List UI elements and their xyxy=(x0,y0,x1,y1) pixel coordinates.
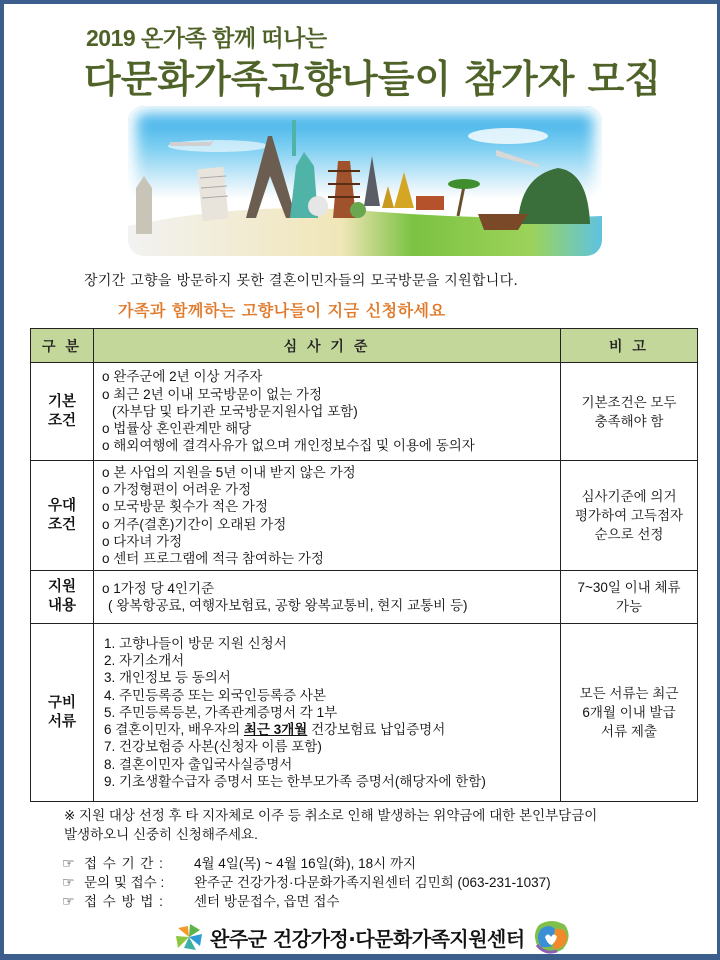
note-line: 충족해야 함 xyxy=(594,413,664,429)
criteria-item: o 최근 2년 이내 모국방문이 없는 가정 xyxy=(102,386,323,402)
application-info xyxy=(62,854,551,911)
callout-text: 가족과 함께하는 고향나들이 지금 신청하세요 xyxy=(118,301,446,320)
category-cell xyxy=(31,363,94,461)
info-label: 접 수 기 간 : xyxy=(84,856,164,871)
info-label: 접 수 방 법 : xyxy=(84,894,164,909)
criteria-cell xyxy=(94,461,561,571)
note-line: 기본조건은 모두 xyxy=(581,394,677,410)
document-item-suffix: 건강보험료 납입증명서 xyxy=(307,722,446,738)
criteria-item: o 거주(결혼)기간이 오래된 가정 xyxy=(102,516,287,532)
notice-line: ※ 지원 대상 선정 후 타 지자체로 이주 등 취소로 인해 발생하는 위약금에 대한 본인부담금이 xyxy=(64,808,598,823)
criteria-item: o 1가정 당 4인기준 xyxy=(102,580,215,596)
document-item: 2. 자기소개서 xyxy=(104,653,185,669)
category-label: 내용 xyxy=(47,598,76,614)
notice-text xyxy=(64,806,597,844)
pointing-hand-icon: ☞ xyxy=(62,874,75,890)
info-row-contact xyxy=(62,873,551,892)
organization-footer xyxy=(174,918,571,956)
pointing-hand-icon: ☞ xyxy=(62,855,75,871)
criteria-item: o 완주군에 2년 이상 거주자 xyxy=(102,369,263,385)
document-item-prefix: 6 결혼이민자, 배우자의 xyxy=(104,722,244,738)
table-row-basic xyxy=(31,363,698,461)
category-cell xyxy=(31,461,94,571)
category-label: 서류 xyxy=(47,713,76,730)
heart-logo-icon xyxy=(531,919,571,955)
category-label: 구비 xyxy=(47,694,76,711)
criteria-item: o 센터 프로그램에 적극 참여하는 가정 xyxy=(102,550,324,566)
pointing-hand-icon: ☞ xyxy=(62,893,75,909)
document-item: 1. 고향나들이 방문 지원 신청서 xyxy=(104,636,287,652)
pinwheel-logo-icon xyxy=(174,922,204,952)
note-line: 심사기준에 의거 xyxy=(581,489,677,504)
travel-landmarks-banner xyxy=(128,106,602,256)
intro-text: 장기간 고향을 방문하지 못한 결혼이민자들의 모국방문을 지원합니다. xyxy=(84,273,519,289)
category-label: 지원 xyxy=(47,579,76,595)
criteria-table xyxy=(30,328,698,802)
criteria-cell xyxy=(94,624,561,802)
category-cell xyxy=(31,571,94,624)
category-label: 우대 xyxy=(47,497,76,514)
document-item: 4. 주민등록증 또는 외국인등록증 사본 xyxy=(104,687,326,703)
info-value: 완주군 건강가정·다문화가족지원센터 김민희 (063-231-1037) xyxy=(194,875,551,890)
criteria-item: o 다자녀 가정 xyxy=(102,533,183,549)
category-label: 기본 xyxy=(47,393,76,410)
info-row-period xyxy=(62,854,551,873)
info-value: 센터 방문접수, 읍면 접수 xyxy=(194,894,340,909)
document-item: 8. 결혼이민자 출입국사실증명서 xyxy=(104,756,293,772)
document-item: 3. 개인정보 등 동의서 xyxy=(104,670,231,686)
note-cell xyxy=(561,461,698,571)
table-header-row xyxy=(31,329,698,363)
note-cell xyxy=(561,624,698,802)
table-row-support xyxy=(31,571,698,624)
info-label: 문의 및 접수 : xyxy=(84,875,165,890)
criteria-item: o 가정형편이 어려운 가정 xyxy=(102,482,252,498)
table-row-documents xyxy=(31,624,698,802)
poster-title: 다문화가족고향나들이 참가자 모집 xyxy=(84,57,662,101)
category-cell xyxy=(31,624,94,802)
table-row-preferred xyxy=(31,461,698,571)
document-item: 5. 주민등록등본, 가족관계증명서 각 1부 xyxy=(104,704,338,720)
criteria-item: o 해외여행에 결격사유가 없으며 개인정보수집 및 이용에 동의자 xyxy=(102,438,475,454)
organization-name: 완주군 건강가정·다문화가족지원센터 xyxy=(210,926,525,951)
criteria-item: o 법률상 혼인관계만 해당 xyxy=(102,421,252,437)
criteria-item: o 모국방문 횟수가 적은 가정 xyxy=(102,499,268,515)
poster-subtitle: 2019 온가족 함께 떠나는 xyxy=(86,25,327,51)
header-category: 구 분 xyxy=(31,329,94,363)
document-item xyxy=(104,721,560,738)
header-criteria: 심 사 기 준 xyxy=(94,329,561,363)
criteria-cell xyxy=(94,571,561,624)
document-item: 7. 건강보험증 사본(신청자 이름 포함) xyxy=(104,739,322,755)
note-line: 서류 제출 xyxy=(601,724,657,739)
info-row-method xyxy=(62,892,551,911)
note-line: 가능 xyxy=(615,599,643,614)
note-line: 모든 서류는 최근 xyxy=(579,686,679,701)
note-line: 6개월 이내 발급 xyxy=(582,705,676,720)
info-value: 4월 4일(목) ~ 4월 16일(화), 18시 까지 xyxy=(194,856,417,871)
criteria-item: ( 왕복항공료, 여행자보험료, 공항 왕복교통비, 현지 교통비 등) xyxy=(108,598,468,613)
emphasis-text: 최근 3개월 xyxy=(243,722,308,738)
category-label: 조건 xyxy=(47,516,76,533)
document-item: 9. 기초생활수급자 증명서 또는 한부모가족 증명서(해당자에 한함) xyxy=(104,773,486,789)
note-cell xyxy=(561,571,698,624)
note-cell xyxy=(561,363,698,461)
landmarks-illustration-icon xyxy=(128,106,602,256)
note-line: 평가하여 고득점자 xyxy=(574,508,684,523)
criteria-cell xyxy=(94,363,561,461)
note-line: 7~30일 이내 체류 xyxy=(577,580,681,595)
category-label: 조건 xyxy=(47,412,76,429)
notice-line: 발생하오니 신중히 신청해주세요. xyxy=(64,827,258,842)
criteria-item: (자부담 및 타기관 모국방문지원사업 포함) xyxy=(112,403,358,419)
header-note: 비 고 xyxy=(561,329,698,363)
note-line: 순으로 선정 xyxy=(594,527,664,542)
poster-page xyxy=(4,4,717,954)
criteria-item: o 본 사업의 지원을 5년 이내 받지 않은 가정 xyxy=(102,464,356,480)
